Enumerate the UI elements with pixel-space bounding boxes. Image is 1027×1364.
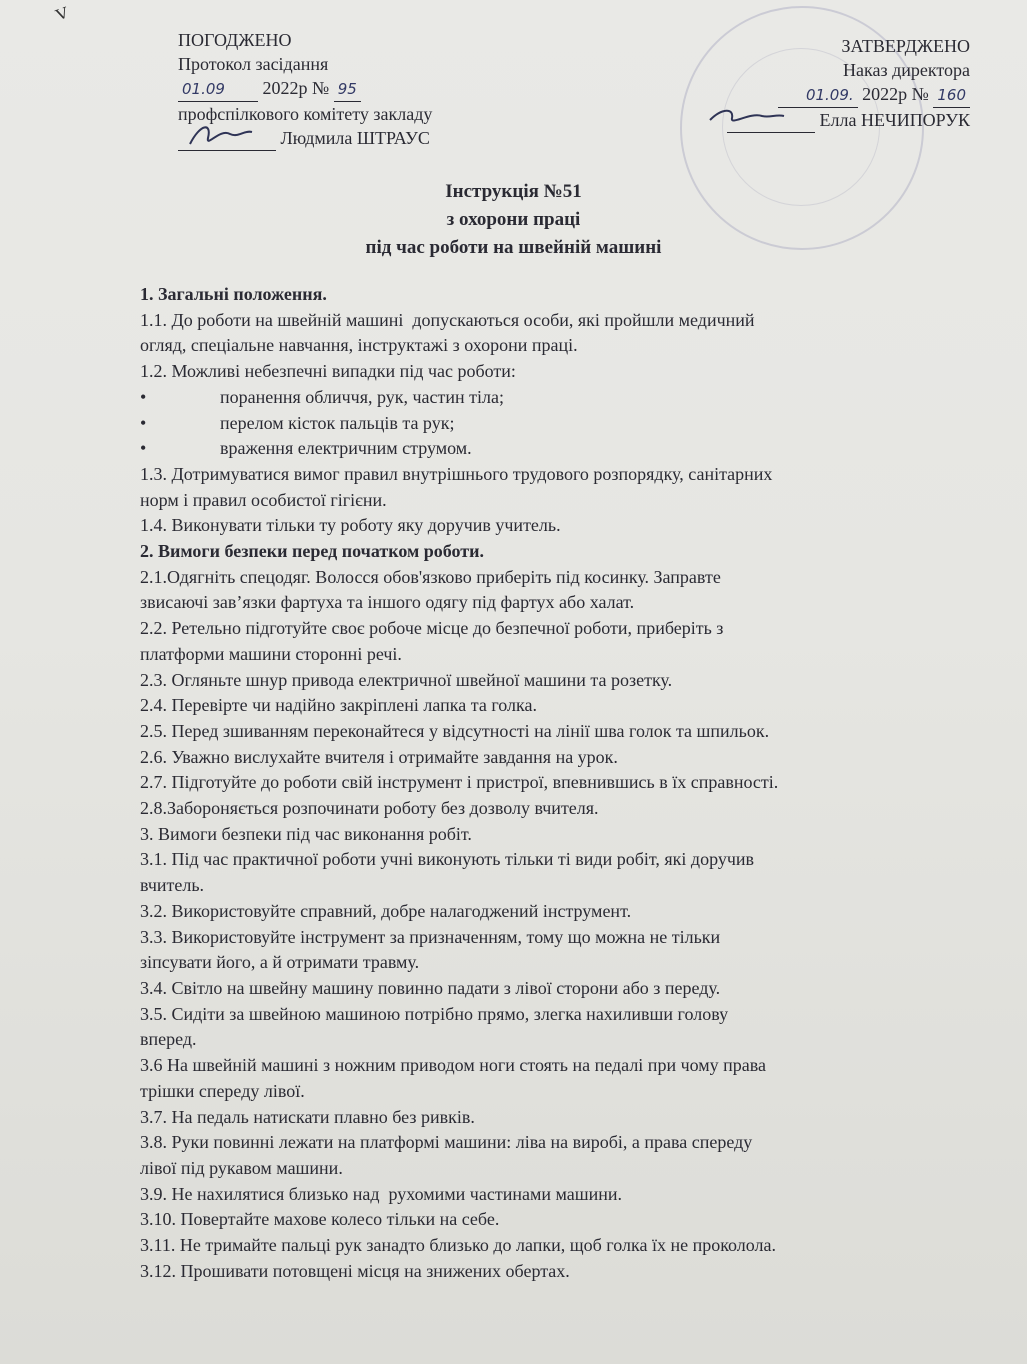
title-line-2: з охорони праці [446,209,581,230]
title-line-1: Інструкція №51 [445,181,582,202]
paragraph-line: 3.1. Під час практичної роботи учні виконують тільки ті види робіт, які доручив [140,849,755,870]
bullet-item [140,436,960,462]
paragraph-line: норм і правил особистої гігієни. [140,489,387,510]
bullet-item [140,411,960,437]
paragraph-line: 1.4. Виконувати тільки ту роботу яку доручив учитель. [140,515,561,536]
paragraph-line: трішки спереду лівої. [140,1080,305,1101]
approval-left-protocol: Протокол засідання [178,54,329,74]
paragraph-line: 3.10. Повертайте махове колесо тільки на себе. [140,1209,500,1230]
pen-mark: ⱽ [53,2,75,35]
section-heading: 2. Вимоги безпеки перед початком роботи. [140,541,484,562]
approval-right-order: Наказ директора [843,60,970,80]
document-body [140,282,960,1284]
paragraph-line: 2.2. Ретельно підготуйте своє робоче місце до безпечної роботи, приберіть з [140,618,724,639]
paragraph-line: 1.3. Дотримуватися вимог правил внутрішнього трудового розпорядку, санітарних [140,463,773,484]
paragraph-line: 3.7. На педаль натискати плавно без ривків. [140,1106,475,1127]
paragraph-line: 2.7. Підготуйте до роботи свій інструмент і пристрої, впевнившись в їх справності. [140,772,779,793]
paragraph-line: зіпсувати його, а й отримати травму. [140,952,420,973]
paragraph-line: 2.6. Уважно вислухайте вчителя і отримайте завдання на урок. [140,746,618,767]
approval-right-year: 2022р № [862,84,929,104]
paragraph-line: 2.8.Забороняється розпочинати роботу без дозволу вчителя. [140,798,599,819]
paragraph-line: платформи машини сторонні речі. [140,643,402,664]
paragraph-line: 1.2. Можливі небезпечні випадки під час роботи: [140,361,516,382]
signature-left [186,118,256,152]
paragraph-line: 3.9. Не нахилятися близько над рухомими частинами машини. [140,1183,623,1204]
bullet-text: перелом кісток пальців та рук; [220,412,455,433]
paragraph-line: 1.1. До роботи на швейній машині допускаються особи, які пройшли медичний [140,309,755,330]
paragraph-line: 2.4. Перевірте чи надійно закріплені лапка та голка. [140,695,537,716]
bullet-marker: • [140,412,147,433]
paragraph-line: 3.5. Сидіти за швейною машиною потрібно прямо, злегка нахиливши голову [140,1003,729,1024]
approval-left-date-line [178,76,432,102]
document-title [0,178,1027,262]
approval-left-date: 01.09 [178,77,258,102]
bullet-text: враження електричним струмом. [220,438,472,459]
approval-right-number: 160 [933,83,970,108]
paragraph-line: лівої під рукавом машини. [140,1157,343,1178]
paragraph-line: 3.8. Руки повинні лежати на платформі машини: ліва на виробі, а права спереду [140,1132,753,1153]
signature-right [706,104,786,128]
approval-left-name: Людмила ШТРАУС [280,128,430,148]
paragraph-line: звисаючі зав’язки фартуха та іншого одягу під фартух або халат. [140,592,635,613]
paragraph-line: огляд, спеціальне навчання, інструктажі з охорони праці. [140,335,578,356]
section-heading: 3. Вимоги безпеки під час виконання робіт. [140,823,472,844]
paragraph-line: 3.4. Світло на швейну машину повинно падати з лівої сторони або з переду. [140,977,721,998]
approval-left-year: 2022р № [262,78,330,98]
bullet-marker: • [140,386,147,407]
paragraph-line: 3.11. Не тримайте пальці рук занадто близько до лапки, щоб голка їх не проколола. [140,1235,777,1256]
paragraph-line: 3.2. Використовуйте справний, добре налагоджений інструмент. [140,900,632,921]
approval-left-committee: профспілкового комітету закладу [178,104,433,124]
paragraph-line: 2.3. Огляньте шнур привода електричної швейної машини та розетку. [140,669,673,690]
paragraph-line: 2.5. Перед зшиванням переконайтеся у відсутності на лінії шва голок та шпильок. [140,720,770,741]
bullet-marker: • [140,438,147,459]
bullet-text: поранення обличчя, рук, частин тіла; [220,386,505,407]
paragraph-line: 3.6 На швейній машині з ножним приводом ноги стоять на педалі при чому права [140,1055,767,1076]
paragraph-line: 3.3. Використовуйте інструмент за призначенням, тому що можна не тільки [140,926,721,947]
approval-right-heading: ЗАТВЕРДЖЕНО [841,36,970,56]
paragraph-line: вчитель. [140,875,205,896]
bullet-item [140,385,960,411]
paragraph-line: 3.12. Прошивати потовщені місця на знижених обертах. [140,1260,570,1281]
paragraph-line: вперед. [140,1029,197,1050]
section-heading: 1. Загальні положення. [140,284,327,304]
approval-left-number: 95 [334,77,361,102]
approval-right-date: 01.09. [778,83,858,108]
approval-left-heading: ПОГОДЖЕНО [178,30,292,50]
approval-right-name: Елла НЕЧИПОРУК [819,110,970,130]
title-line-3: під час роботи на швейній машині [365,237,662,258]
paragraph-line: 2.1.Одягніть спецодяг. Волосся обов'язково приберіть під косинку. Заправте [140,566,721,587]
